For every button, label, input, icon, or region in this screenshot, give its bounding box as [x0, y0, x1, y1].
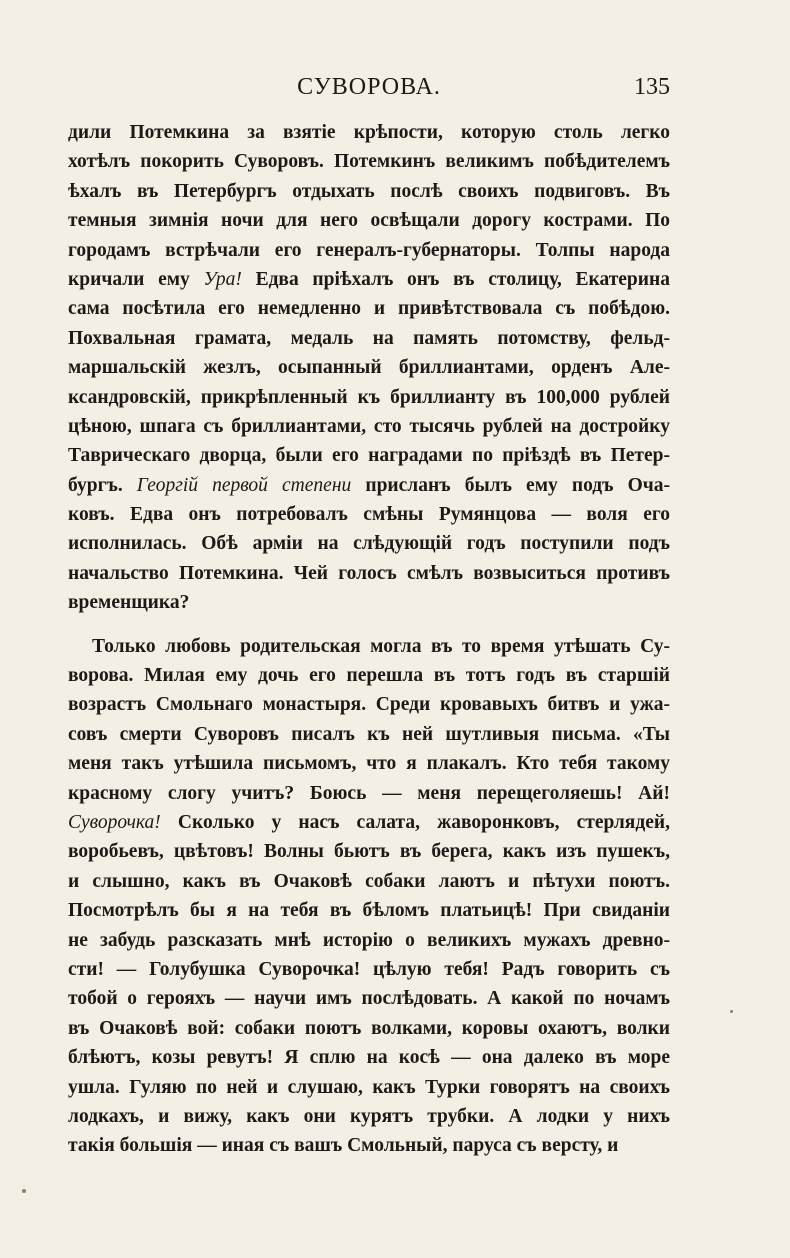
text-span: городамъ встрѣчали его генералъ-губернаторы. Толпы народа	[68, 239, 670, 261]
text-span: Посмотрѣлъ бы я на тебя въ бѣломъ платьицѣ! При свиданіи	[68, 900, 670, 922]
text-span: хотѣлъ покорить Суворовъ. Потемкинъ великимъ побѣдителемъ	[68, 151, 670, 173]
text-span: меня такъ утѣшила письмомъ, что я плакалъ. Кто тебя такому	[68, 753, 670, 775]
text-line	[68, 500, 670, 529]
text-line	[68, 206, 670, 235]
text-line	[68, 1131, 670, 1160]
text-span: и слышно, какъ въ Очаковѣ собаки лаютъ и пѣтухи поютъ.	[68, 870, 670, 892]
text-span: ксандровскій, прикрѣпленный къ бриллианту въ 100,000 рублей	[68, 386, 670, 408]
text-line	[68, 294, 670, 323]
text-line	[68, 808, 670, 837]
text-line	[68, 749, 670, 778]
paragraph	[68, 118, 670, 618]
text-line	[68, 1102, 670, 1131]
text-line	[68, 236, 670, 265]
text-line	[68, 588, 670, 617]
text-line	[68, 632, 670, 661]
text-line	[68, 1073, 670, 1102]
text-span: воробьевъ, цвѣтовъ! Волны бьютъ въ берега, какъ изъ пушекъ,	[68, 841, 670, 863]
text-span: ковъ. Едва онъ потребовалъ смѣны Румянцова — воля его	[68, 504, 670, 526]
running-title: СУВОРОВА.	[297, 74, 441, 100]
text-span: маршальскій жезлъ, осыпанный бриллиантами, орденъ Але-	[68, 357, 670, 379]
text-span: Таврическаго дворца, были его наградами по пріѣздѣ въ Петер-	[68, 445, 670, 467]
text-span: такія большія — иная съ вашъ Смольный, паруса съ версту, и	[68, 1135, 619, 1157]
text-span: въ Очаковѣ вой: собаки поютъ волками, коровы охаютъ, волки	[68, 1017, 670, 1039]
text-span: временщика?	[68, 592, 190, 614]
text-span: начальство Потемкина. Чей голосъ смѣлъ возвыситься противъ	[68, 562, 670, 584]
text-span: Только любовь родительская могла въ то время утѣшать Су-	[92, 635, 670, 657]
text-line	[68, 265, 670, 294]
text-line	[68, 177, 670, 206]
italic-span: Георгій первой степени	[136, 474, 352, 496]
text-span: ушла. Гуляю по ней и слушаю, какъ Турки говорятъ на своихъ	[68, 1076, 670, 1098]
text-line	[68, 661, 670, 690]
text-span: кричали ему	[68, 268, 204, 290]
text-line	[68, 412, 670, 441]
text-line	[68, 690, 670, 719]
text-line	[68, 441, 670, 470]
text-span: сти! — Голубушка Суворочка! цѣлую тебя! Радъ говорить съ	[68, 958, 670, 980]
page-number: 135	[634, 74, 670, 100]
text-span: возрастъ Смольнаго монастыря. Среди кровавыхъ битвъ и ужа-	[68, 694, 670, 716]
text-line	[68, 353, 670, 382]
text-line	[68, 720, 670, 749]
text-line	[68, 118, 670, 147]
text-line	[68, 984, 670, 1013]
text-span: дили Потемкина за взятіе крѣпости, которую столь легко	[68, 122, 670, 143]
text-line	[68, 559, 670, 588]
text-span: лодкахъ, и вижу, какъ они курятъ трубки. А лодки у нихъ	[68, 1105, 670, 1127]
paper-speck	[730, 1010, 733, 1013]
text-span: исполнилась. Обѣ арміи на слѣдующій годъ поступили подъ	[68, 533, 670, 555]
text-span: бургъ.	[68, 474, 137, 496]
text-line	[68, 529, 670, 558]
italic-span: Суворочка!	[68, 811, 161, 833]
text-span: ѣхалъ въ Петербургъ отдыхать послѣ своихъ подвиговъ. Въ	[68, 180, 670, 202]
paragraph-gap	[68, 618, 670, 632]
text-line	[68, 471, 670, 500]
text-line	[68, 383, 670, 412]
text-line	[68, 867, 670, 896]
paragraph	[68, 632, 670, 1161]
text-line	[68, 926, 670, 955]
text-span: Едва пріѣхалъ онъ въ столицу, Екатерина	[241, 268, 670, 290]
text-span: присланъ былъ ему подъ Оча-	[351, 474, 670, 496]
text-span: не забудь разсказать мнѣ исторію о великихъ мужахъ древно-	[68, 929, 670, 951]
text-span: Сколько у насъ салата, жаворонковъ, стерлядей,	[160, 811, 670, 833]
text-span: ворова. Милая ему дочь его перешла въ тотъ годъ въ старшій	[68, 665, 670, 687]
text-span: красному слогу учитъ? Боюсь — меня перещеголяешь! Ай!	[68, 782, 670, 804]
text-line	[68, 837, 670, 866]
text-line	[68, 779, 670, 808]
text-span: тобой о герояхъ — научи имъ послѣдовать. А какой по ночамъ	[68, 988, 670, 1010]
text-span: сама посѣтила его немедленно и привѣтствовала съ побѣдою.	[68, 298, 670, 320]
text-line	[68, 955, 670, 984]
paper-speck	[22, 1189, 26, 1193]
text-span: цѣною, шпага съ бриллиантами, сто тысячь рублей на достройку	[68, 415, 670, 437]
italic-span: Ура!	[203, 268, 242, 290]
text-span: темныя зимнія ночи для него освѣщали дорогу кострами. По	[68, 210, 670, 232]
text-line	[68, 1014, 670, 1043]
text-span: блѣютъ, козы ревутъ! Я сплю на косѣ — она далеко въ море	[68, 1047, 670, 1069]
body-text	[68, 118, 670, 1161]
text-line	[68, 324, 670, 353]
text-line	[68, 896, 670, 925]
running-head	[68, 74, 670, 104]
text-span: Похвальная грамата, медаль на память потомству, фельд-	[68, 327, 670, 349]
text-span: совъ смерти Суворовъ писалъ къ ней шутливыя письма. «Ты	[68, 723, 670, 745]
text-line	[68, 1043, 670, 1072]
text-line	[68, 147, 670, 176]
